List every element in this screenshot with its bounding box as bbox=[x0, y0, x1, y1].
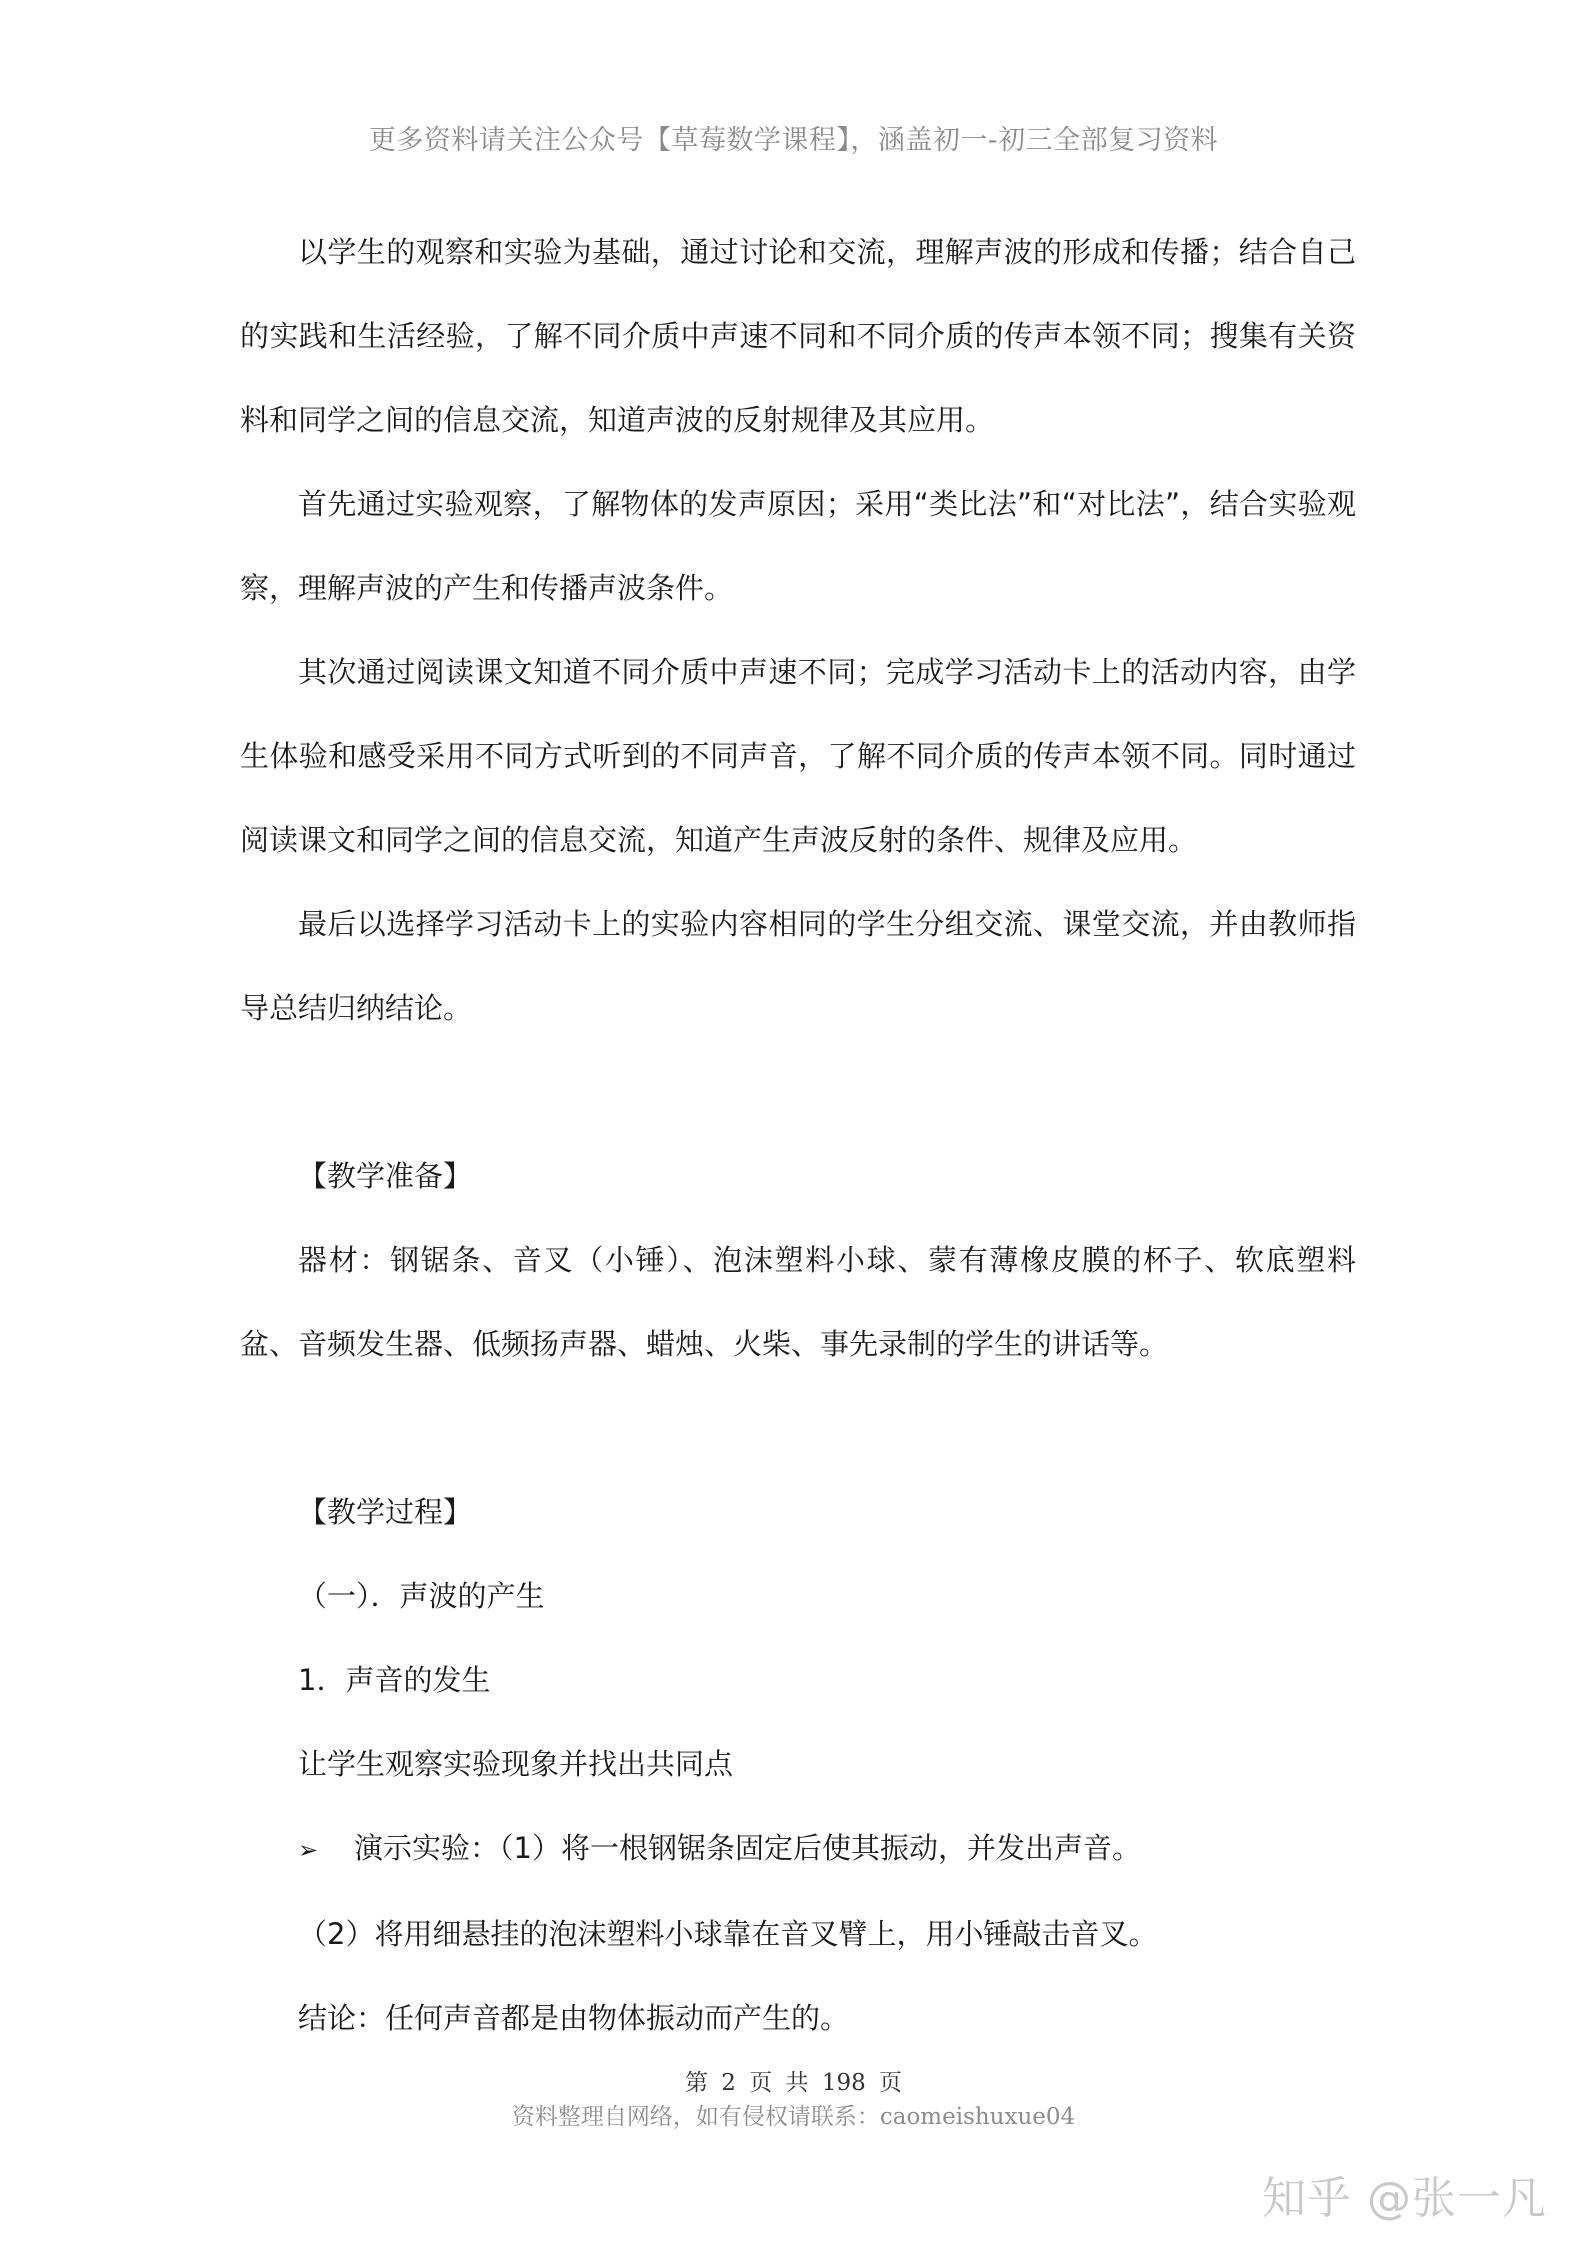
instruction-text: 让学生观察实验现象并找出共同点 bbox=[298, 1747, 734, 1781]
page-number: 第 2 页 共 198 页 bbox=[684, 2070, 903, 2096]
conclusion-text: 结论：任何声音都是由物体振动而产生的。 bbox=[298, 2001, 850, 2035]
demo-2-text: （2）将用细悬挂的泡沫塑料小球靠在音叉臂上，用小锤敲击音叉。 bbox=[298, 1917, 1158, 1951]
source-note: 资料整理自网络，如有侵权请联系：caomeishuxue04 bbox=[511, 2104, 1076, 2130]
section-heading: （一）．声波的产生 bbox=[298, 1579, 545, 1613]
paragraph-3: 其次通过阅读课文知道不同介质中声速不同；完成学习活动卡上的活动内容，由学生体验和感受采用不同方式听到的不同声音，了解不同介质的传声本领不同。同时通过阅读课文和同学之间的信息交流，知道产生声波反射的条件、规律及应用。 bbox=[240, 655, 1356, 857]
paragraph-1: 以学生的观察和实验为基础，通过讨论和交流，理解声波的形成和传播；结合自己的实践和生活经验，了解不同介质中声速不同和不同介质的传声本领不同；搜集有关资料和同学之间的信息交流，知道声波的反射规律及其应用。 bbox=[240, 235, 1356, 437]
document-body bbox=[240, 210, 1356, 2060]
paragraph-2: 首先通过实验观察，了解物体的发声原因；采用“类比法”和“对比法”，结合实验观察，理解声波的产生和传播声波条件。 bbox=[240, 487, 1356, 605]
subsection-heading: 1．声音的发生 bbox=[298, 1663, 491, 1697]
spacer bbox=[240, 1050, 1356, 1134]
process-heading: 【教学过程】 bbox=[298, 1495, 473, 1529]
paragraph-4: 最后以选择学习活动卡上的实验内容相同的学生分组交流、课堂交流，并由教师指导总结归纳结论。 bbox=[240, 907, 1356, 1025]
spacer bbox=[240, 1386, 1356, 1470]
page-header: 更多资料请关注公众号【草莓数学课程】，涵盖初一-初三全部复习资料 bbox=[368, 125, 1219, 156]
preparation-materials: 器材：钢锯条、音叉（小锤）、泡沫塑料小球、蒙有薄橡皮膜的杯子、软底塑料盆、音频发生器、低频扬声器、蜡烛、火柴、事先录制的学生的讲话等。 bbox=[240, 1243, 1356, 1361]
demo-1-text: 演示实验：（1）将一根钢锯条固定后使其振动，并发出声音。 bbox=[354, 1831, 1141, 1865]
preparation-heading: 【教学准备】 bbox=[298, 1159, 473, 1193]
zhihu-watermark: 知乎 @张一凡 bbox=[1262, 2173, 1547, 2224]
demo-bullet-item bbox=[240, 1806, 1356, 1892]
arrow-bullet-icon: ➢ bbox=[298, 1836, 319, 1864]
